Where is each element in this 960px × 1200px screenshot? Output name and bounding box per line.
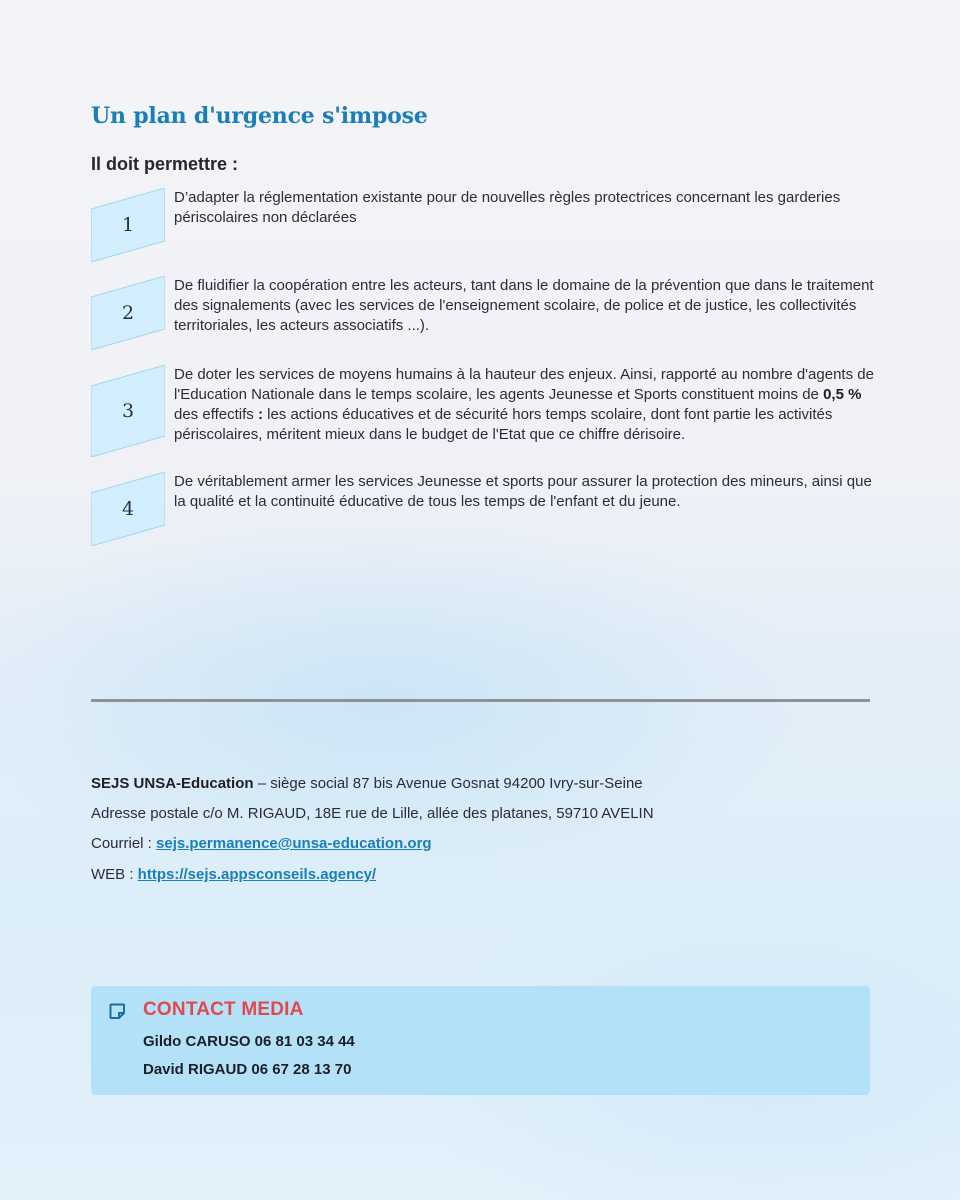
footer-web-line [91, 866, 376, 883]
item-text: De doter les services de moyens humains à la hauteur des enjeux. Ainsi, rapporté au nombre d'agents de l'Education Nationale dans le temps scolaire, les agents Jeunesse et Sports constituent moins de 0,5 % des effectifs : les actions éducatives et de sécurité hors temps scolaire, dont font partie les activités périscolaires, méritent mieux dans le budget de l'Etat que ce chiffre dérisoire. [174, 366, 874, 443]
number-label: 4 [121, 498, 135, 520]
email-label: Courriel : [91, 835, 157, 852]
number-label: 1 [121, 214, 135, 236]
note-icon [108, 1002, 126, 1020]
number-badge [91, 276, 165, 350]
number-badge [91, 365, 165, 457]
contact-media-box [91, 986, 870, 1095]
org-name: SEJS UNSA-Education [91, 775, 254, 792]
number-label: 2 [121, 302, 135, 324]
page-heading: Un plan d'urgence s'impose [91, 103, 428, 129]
item-text: De fluidifier la coopération entre les acteurs, tant dans le domaine de la prévention que dans le traitement des signalements (avec les services de l'enseignement scolaire, de police et de justice, les collectivités territoriales, les acteurs associatifs ...). [174, 277, 874, 334]
item-text: D’adapter la réglementation existante pour de nouvelles règles protectrices concernant les garderies périscolaires non déclarées [174, 189, 841, 226]
contact-person: Gildo CARUSO 06 81 03 34 44 [143, 1033, 355, 1050]
footer-org-line [91, 775, 643, 792]
contact-title: CONTACT MEDIA [143, 999, 304, 1020]
web-label: WEB : [91, 866, 138, 883]
email-link[interactable]: sejs.permanence@unsa-education.org [156, 835, 432, 852]
section-divider [91, 699, 870, 702]
item-text: De véritablement armer les services Jeunesse et sports pour assurer la protection des mineurs, ainsi que la qualité et la continuité éducative de tous les temps de l'enfant et du jeune. [174, 473, 872, 510]
contact-person: David RIGAUD 06 67 28 13 70 [143, 1061, 352, 1078]
web-link[interactable]: https://sejs.appsconseils.agency/ [137, 866, 377, 883]
section-subheading: Il doit permettre : [91, 154, 239, 174]
footer-email-line [91, 835, 432, 852]
number-badge [91, 472, 165, 546]
number-badge [91, 188, 165, 262]
footer-postal-address: Adresse postale c/o M. RIGAUD, 18E rue de Lille, allée des platanes, 59710 AVELIN [91, 805, 654, 822]
org-address: – siège social 87 bis Avenue Gosnat 94200 Ivry-sur-Seine [253, 775, 643, 792]
number-label: 3 [121, 400, 135, 422]
